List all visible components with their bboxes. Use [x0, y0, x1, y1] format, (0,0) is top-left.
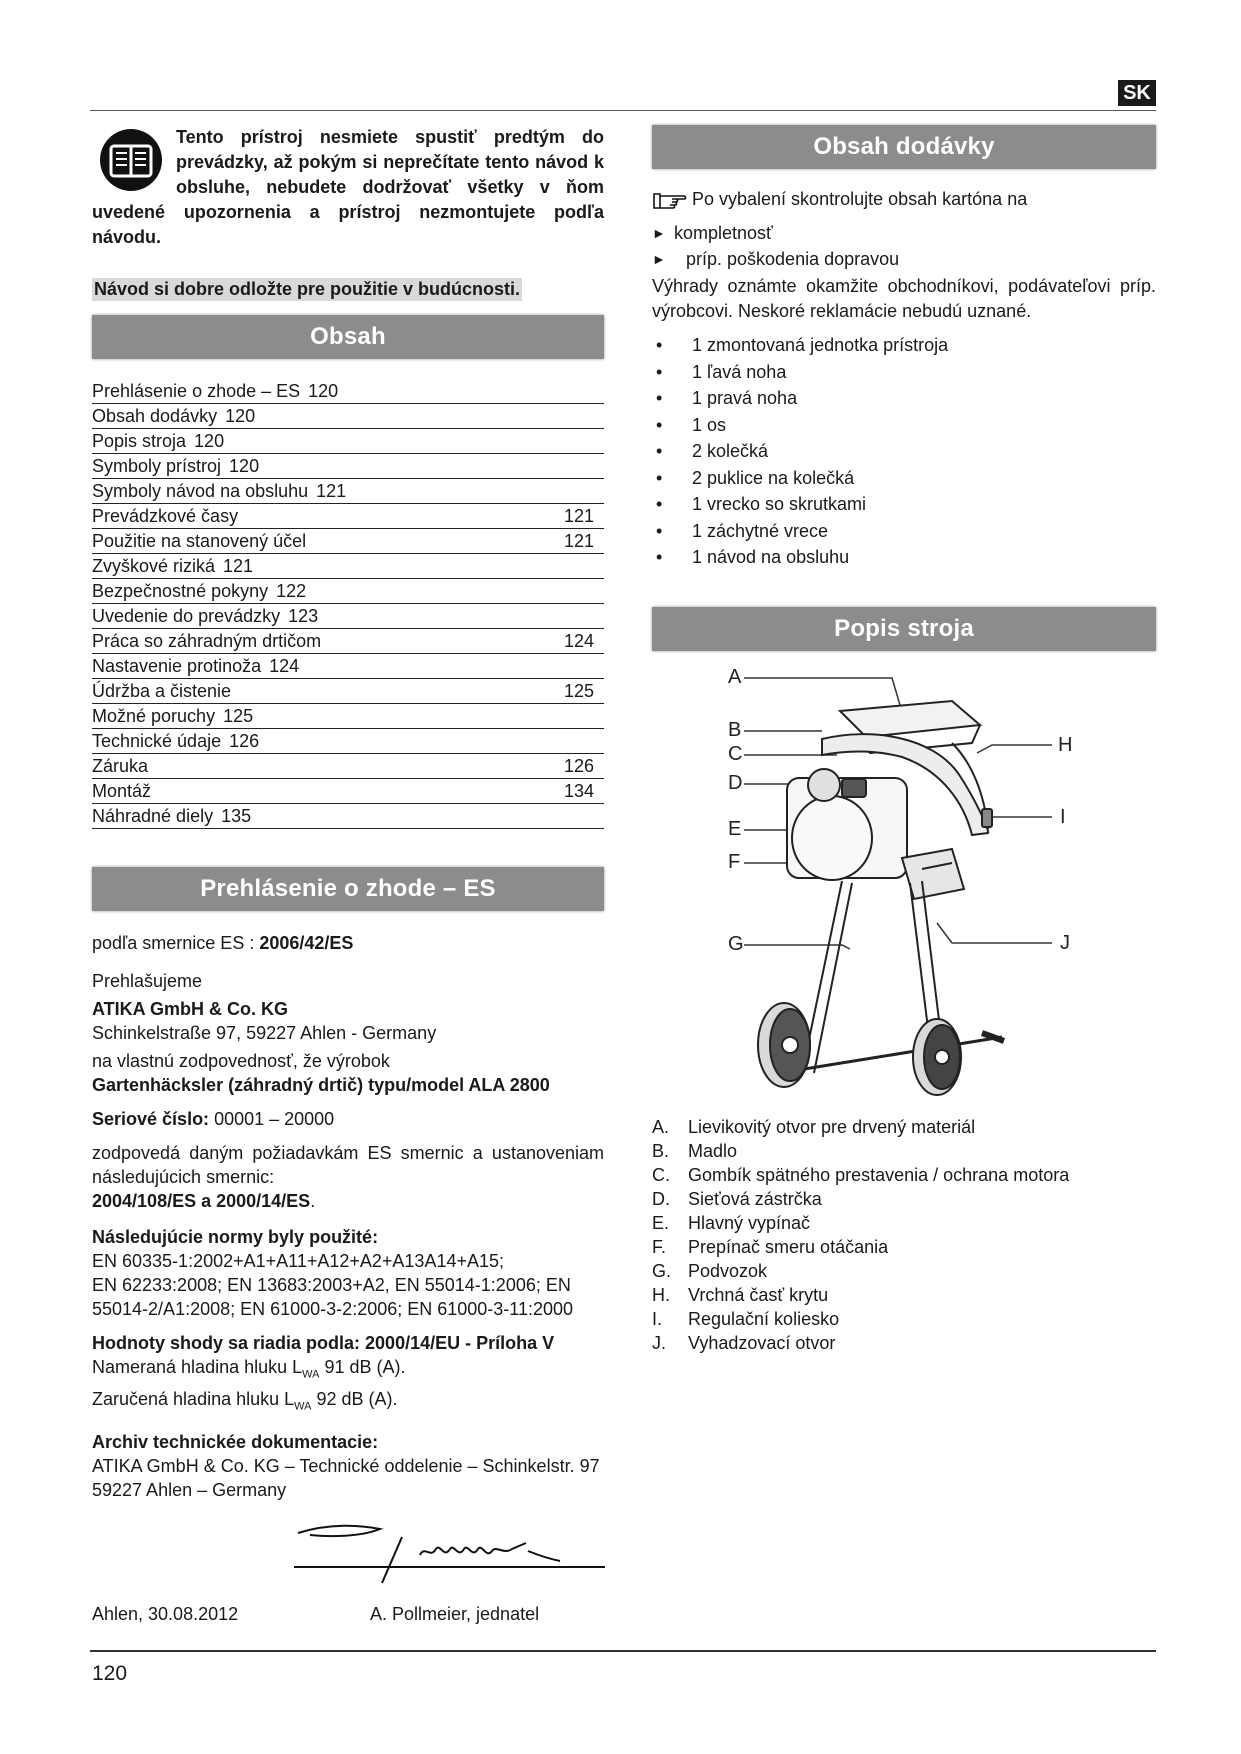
read-manual-icon — [100, 129, 162, 191]
conformity-heading: Hodnoty shody sa riadia podla: 2000/14/EU - Príloha V — [92, 1333, 555, 1353]
compliance-text: zodpovedá daným požiadavkám ES smernic a ustanoveniam následujúcich smernic: — [92, 1143, 604, 1187]
legend-item: J. Vyhadzovací otvor — [652, 1332, 836, 1353]
toc-label: Použitie na stanovený účel — [92, 531, 307, 551]
toc-page: 125 — [223, 706, 254, 726]
toc-page: 121 — [223, 556, 254, 576]
machine-legend — [652, 1115, 1156, 1355]
warning-text: Tento prístroj nesmiete spustiť predtým do prevádzky, až pokým si neprečítate tento návod k obsluhe, nebudete dodržovať všetky v ňom uvedené upozornenia a prístroj nezmontujete podľa návodu. — [92, 127, 604, 247]
figure-label-d: D — [728, 771, 743, 794]
legend-item: F. Prepínač smeru otáčania — [652, 1236, 889, 1257]
delivery-item: • 1 zmontovaná jednotka prístroja — [656, 335, 949, 355]
legend-item: G. Podvozok — [652, 1260, 768, 1281]
toc-label: Záruka — [92, 756, 149, 776]
toc-page: 120 — [229, 456, 260, 476]
pointing-hand-icon — [652, 190, 688, 210]
norms-line-2: EN 62233:2008; EN 13683:2003+A2, EN 55014-1:2006; EN 55014-2/A1:2008; EN 61000-3-2:2006; EN 61000-3-11:2000 — [92, 1275, 574, 1319]
company-name: ATIKA GmbH & Co. KG — [92, 999, 288, 1019]
machine-figure — [652, 653, 1156, 1113]
toc-row[interactable] — [92, 729, 604, 754]
toc-page: 121 — [563, 506, 594, 526]
toc-page: 135 — [221, 806, 252, 826]
toc-label: Prehlásenie o zhode – ES — [92, 381, 301, 401]
norms-line-1: EN 60335-1:2002+A1+A11+A12+A2+A13A14+A15; — [92, 1251, 505, 1271]
toc-row[interactable] — [92, 454, 604, 479]
toc-label: Nastavenie protinoža — [92, 656, 262, 676]
toc-page: 123 — [288, 606, 319, 626]
top-rule — [90, 110, 1156, 111]
delivery-item: • 1 os — [656, 414, 727, 435]
toc-page: 120 — [194, 431, 225, 451]
legend-item: D. Sieťová zástrčka — [652, 1188, 822, 1209]
toc-label: Popis stroja — [92, 431, 187, 451]
shredder-drawing — [758, 701, 1004, 1095]
toc-page: 126 — [229, 731, 260, 751]
check-item: ► kompletnosť — [652, 223, 773, 243]
toc-row[interactable] — [92, 554, 604, 579]
toc-row[interactable] — [92, 604, 604, 629]
delivery-item: • 1 ľavá noha — [656, 361, 787, 382]
legend-item: A. Lievikovitý otvor pre drvený materiál — [652, 1116, 976, 1137]
toc-label: Údržba a čistenie — [92, 681, 232, 701]
directives-line: 2004/108/ES a 2000/14/ES. — [92, 1191, 316, 1211]
toc-label: Zvyškové riziká — [92, 556, 216, 576]
delivery-lead: Po vybalení skontrolujte obsah kartóna na — [652, 189, 1156, 210]
toc-row[interactable] — [92, 679, 604, 704]
delivery-notice: Výhrady oznámte okamžite obchodníkovi, podávateľovi príp. výrobcovi. Neskoré reklamácie nebudú uznané. — [652, 276, 1156, 321]
signatory: A. Pollmeier, jednatel — [370, 1604, 540, 1624]
delivery-items — [652, 332, 1156, 571]
toc-row[interactable] — [92, 779, 604, 804]
delivery-item: • 2 kolečká — [656, 441, 769, 461]
serial-line: Seriové číslo: 00001 – 20000 — [92, 1109, 335, 1129]
toc-header: Obsah — [92, 315, 604, 359]
toc-label: Montáž — [92, 781, 152, 801]
keep-manual-note: Návod si dobre odložte pre použitie v budúcnosti. — [94, 279, 521, 299]
toc-label: Práca so záhradným drtičom — [92, 631, 322, 651]
figure-label-g: G — [728, 932, 744, 955]
toc-row[interactable] — [92, 804, 604, 829]
toc-page: 120 — [308, 381, 339, 401]
we-declare: Prehlašujeme — [92, 971, 203, 991]
legend-item: E. Hlavný vypínač — [652, 1212, 811, 1233]
legend-item: C. Gombík spätného prestavenia / ochrana motora — [652, 1164, 1070, 1185]
check-list — [652, 220, 1156, 272]
figure-label-j: J — [1060, 931, 1070, 954]
archive-line-1: ATIKA GmbH & Co. KG – Technické oddelenie – Schinkelstr. 97 — [92, 1456, 600, 1477]
left-column — [92, 125, 604, 1502]
figure-label-i: I — [1060, 805, 1066, 828]
delivery-item: • 1 pravá noha — [656, 388, 798, 408]
figure-label-c: C — [728, 742, 743, 765]
legend-item: B. Madlo — [652, 1140, 738, 1161]
bottom-rule — [90, 1650, 1156, 1652]
page-number: 120 — [92, 1662, 128, 1685]
delivery-item: • 1 návod na obsluhu — [656, 547, 850, 567]
guaranteed-noise: Zaručená hladina hluku $L_{WA}$ 92 dB (A). — [92, 1388, 398, 1413]
legend-item: I. Regulační koliesko — [652, 1308, 840, 1329]
toc-row[interactable] — [92, 504, 604, 529]
figure-label-e: E — [728, 817, 742, 840]
toc-label: Obsah dodávky — [92, 406, 218, 426]
directive-line: podľa smernice ES : 2006/42/ES — [92, 933, 354, 953]
toc-page: 126 — [563, 756, 594, 776]
figure-label-a: A — [728, 665, 742, 688]
signature — [290, 1515, 610, 1585]
toc-row[interactable] — [92, 579, 604, 604]
figure-label-h: H — [1058, 733, 1073, 756]
place-date: Ahlen, 30.08.2012 — [92, 1604, 239, 1624]
toc-row[interactable] — [92, 529, 604, 554]
toc-row[interactable] — [92, 704, 604, 729]
toc-label: Symboly návod na obsluhu — [92, 481, 309, 501]
norms-heading: Následujúcie normy byly použité: — [92, 1227, 379, 1247]
toc-page: 124 — [563, 631, 594, 651]
company-address: Schinkelstraße 97, 59227 Ahlen - Germany — [92, 1023, 437, 1043]
figure-label-f: F — [728, 850, 741, 873]
declaration-header: Prehlásenie o zhode – ES — [92, 867, 604, 911]
toc-row[interactable] — [92, 404, 604, 429]
figure-label-b: B — [728, 718, 742, 741]
toc-label: Náhradné diely — [92, 806, 214, 826]
toc-label: Možné poruchy — [92, 706, 216, 726]
toc-page: 122 — [276, 581, 307, 601]
product-line: Gartenhäcksler (záhradný drtič) typu/model ALA 2800 — [92, 1075, 550, 1095]
toc-label: Bezpečnostné pokyny — [92, 581, 269, 601]
warning-block — [92, 125, 604, 250]
delivery-item: • 1 záchytné vrece — [656, 520, 829, 541]
toc-page: 121 — [563, 531, 594, 551]
archive-line-2: 59227 Ahlen – Germany — [92, 1480, 287, 1501]
toc-row[interactable] — [92, 654, 604, 679]
toc-row[interactable] — [92, 754, 604, 779]
right-column — [652, 125, 1156, 1355]
toc-page: 124 — [269, 656, 300, 676]
delivery-header: Obsah dodávky — [652, 125, 1156, 169]
toc-label: Prevádzkové časy — [92, 506, 239, 526]
measured-noise: Nameraná hladina hluku $L_{WA}$ 91 dB (A). — [92, 1357, 406, 1381]
toc-label: Symboly prístroj — [92, 456, 222, 476]
responsibility-line: na vlastnú zodpovednosť, že výrobok — [92, 1051, 390, 1071]
check-item: ► príp. poškodenia dopravou — [652, 249, 900, 269]
table-of-contents — [92, 379, 604, 829]
machine-header: Popis stroja — [652, 607, 1156, 651]
toc-page: 121 — [316, 481, 347, 501]
delivery-item: • 2 puklice na kolečká — [656, 467, 855, 488]
delivery-item: • 1 vrecko so skrutkami — [656, 494, 867, 514]
toc-row[interactable] — [92, 479, 604, 504]
toc-row[interactable] — [92, 379, 604, 404]
toc-label: Technické údaje — [92, 731, 222, 751]
toc-row[interactable] — [92, 629, 604, 654]
toc-row[interactable] — [92, 429, 604, 454]
legend-item: H. Vrchná časť krytu — [652, 1284, 829, 1305]
toc-page: 120 — [225, 406, 256, 426]
toc-label: Uvedenie do prevádzky — [92, 606, 281, 626]
language-badge: SK — [1118, 80, 1156, 106]
toc-page: 125 — [563, 681, 594, 701]
archive-heading: Archiv technickée dokumentacie: — [92, 1432, 379, 1453]
toc-page: 134 — [563, 781, 594, 801]
